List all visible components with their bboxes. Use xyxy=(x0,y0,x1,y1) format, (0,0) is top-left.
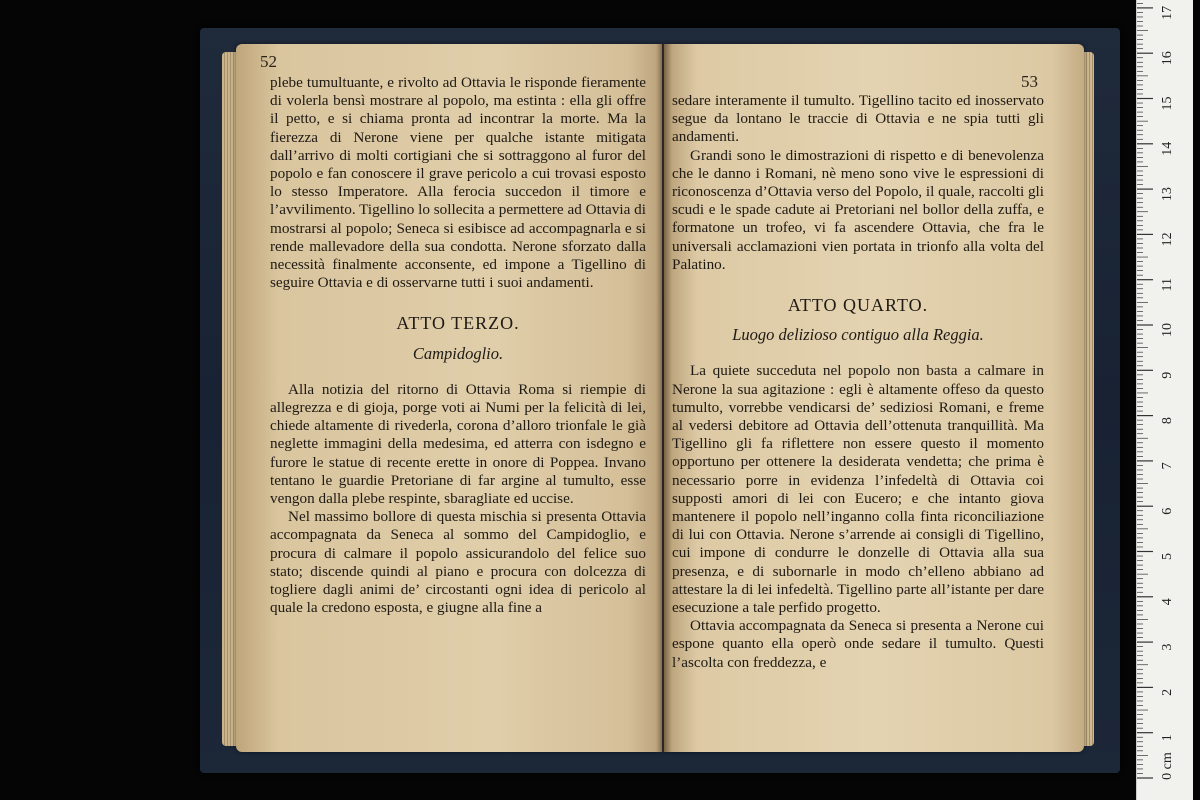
ruler-number-label: 17 xyxy=(1160,5,1175,20)
act-title-quarto: ATTO QUARTO. xyxy=(787,295,929,316)
right-paragraph-1: sedare interamente il tumulto. Tigellino tacito ed inosservato segue da lontano le traccie di Ottavia e ne spia tutti gli andamenti. xyxy=(672,92,1044,146)
measurement-ruler xyxy=(1136,0,1193,800)
left-page-text xyxy=(270,74,646,617)
right-page xyxy=(664,44,1084,752)
scene-title-luogo-delizioso: Luogo delizioso contiguo alla Reggia. xyxy=(732,325,984,345)
ruler-number-label: 16 xyxy=(1160,51,1175,66)
ruler-number-label: 12 xyxy=(1160,232,1175,247)
left-page xyxy=(236,44,662,752)
ruler-unit-label: 0 cm xyxy=(1160,752,1175,780)
left-paragraph-3: Nel massimo bollore di questa mischia si presenta Ottavia accompagnata da Seneca al sommo del Campidoglio, e procura di calmare il popolo assicurandolo del felice suo stato; discende quindi al piano e procura con dolcezza di togliere dagli animi de’ circostanti ogni idea di pericolo al quale la credono esposta, e giugne alla fine a xyxy=(270,508,646,617)
page-number-right: 53 xyxy=(1021,72,1038,91)
ruler-number-label: 13 xyxy=(1160,187,1175,202)
page-number-left: 52 xyxy=(260,52,277,71)
ruler-number-label: 11 xyxy=(1160,277,1175,292)
ruler-number-label: 4 xyxy=(1160,598,1175,606)
left-paragraph-1: plebe tumultuante, e rivolto ad Ottavia le risponde fieramente di volerla bensì mostrare al popolo, ma estinta : ella gli offre il petto, e si chiama pronta ad incontrar la morte. Ma la fierezza di Nerone viene per qualche istante mitigata dall’arrivo di molti cortigiani che si sottraggono al furor del popolo e fan conoscere il grave pericolo a cui trovasi esposto lo stesso Imperatore. Alla ferocia succedon il timore e l’avvilimento. Tigellino lo sollecita a permettere ad Ottavia di mostrarsi al popolo; Seneca si esibisce ad accompagnarla e si rende mallevadore della sua condotta. Nerone sforzato dalla necessità finalmente acconsente, ed impone a Tigellino di seguire Ottavia e di osservarne tutti i suoi andamenti. xyxy=(270,74,646,292)
ruler-number-label: 9 xyxy=(1160,371,1175,379)
ruler-scale xyxy=(1137,0,1193,800)
right-paragraph-2: Grandi sono le dimostrazioni di rispetto e di benevolenza che le danno i Romani, nè meno sono vive le espressioni di riconoscenza d’Ottavia verso del Popolo, il quale, raccolti gli scudi e le spade cadute ai Pretoriani nel bollor della zuffa, e formatone un trofeo, vi fa ascendere Ottavia, che fra le universali acclamazioni vien portata in trionfo alla volta del Palatino. xyxy=(672,146,1044,273)
ruler-number-label: 3 xyxy=(1160,643,1175,651)
act-title-terzo: ATTO TERZO. xyxy=(396,313,520,334)
ruler-number-label: 6 xyxy=(1160,507,1175,515)
left-paragraph-2: Alla notizia del ritorno di Ottavia Roma si riempie di allegrezza e di gioja, porge voti ai Numi per la felicità di lei, chiede altamente di rivederla, corona d’alloro trionfale le già neglette immagini della medesima, ed atterra con isdegno e furore le statue di recente erette in onore di Poppea. Invano tentano le guardie Pretoriane di far argine al tumulto, esse vengon dalla plebe respinte, sbaragliate ed uccise. xyxy=(270,380,646,508)
ruler-number-label: 7 xyxy=(1160,462,1175,470)
right-paragraph-4: Ottavia accompagnata da Seneca si presenta a Nerone cui espone quanto ella operò onde sedare il tumulto. Questi l’ascolta con freddezza, e xyxy=(672,617,1044,671)
scene-title-campidoglio: Campidoglio. xyxy=(412,343,504,363)
book-gutter xyxy=(656,44,672,752)
ruler-number-label: 8 xyxy=(1160,417,1175,425)
ruler-number-label: 2 xyxy=(1160,688,1175,696)
ruler-number-label: 14 xyxy=(1160,141,1175,156)
ruler-number-label: 5 xyxy=(1160,553,1175,560)
right-page-text xyxy=(672,92,1044,672)
ruler-number-label: 10 xyxy=(1160,323,1175,337)
right-paragraph-3: La quiete succeduta nel popolo non basta a calmare in Nerone la sua agitazione : egli è altamente offeso da questo tumulto, vorrebbe vendicarsi de’ sediziosi Romani, e freme al vedersi debitore ad Ottavia dell’ottenuta tranquillità. Ma Tigellino gli fa riflettere non essere questo il momento opportuno per ottenere la desiderata vendetta; che prima è necessario porre in evidenza l’infedeltà di Ottavia coi supposti amori di lei con Eucero; e che intanto giova mantenere il popolo nell’inganno colla finta riconciliazione di lui con Ottavia. Nerone s’arrende ai consigli di Tigellino, cui impone di condurre le donzelle di Ottavia alla sua presenza, e di subornarle in modo ch’elleno abbiano ad attestare la di lei infedeltà. Tigellino parte all’istante per dare esecuzione a tale perfido progetto. xyxy=(672,362,1044,617)
ruler-number-label: 1 xyxy=(1160,734,1175,742)
ruler-number-label: 15 xyxy=(1160,96,1175,111)
